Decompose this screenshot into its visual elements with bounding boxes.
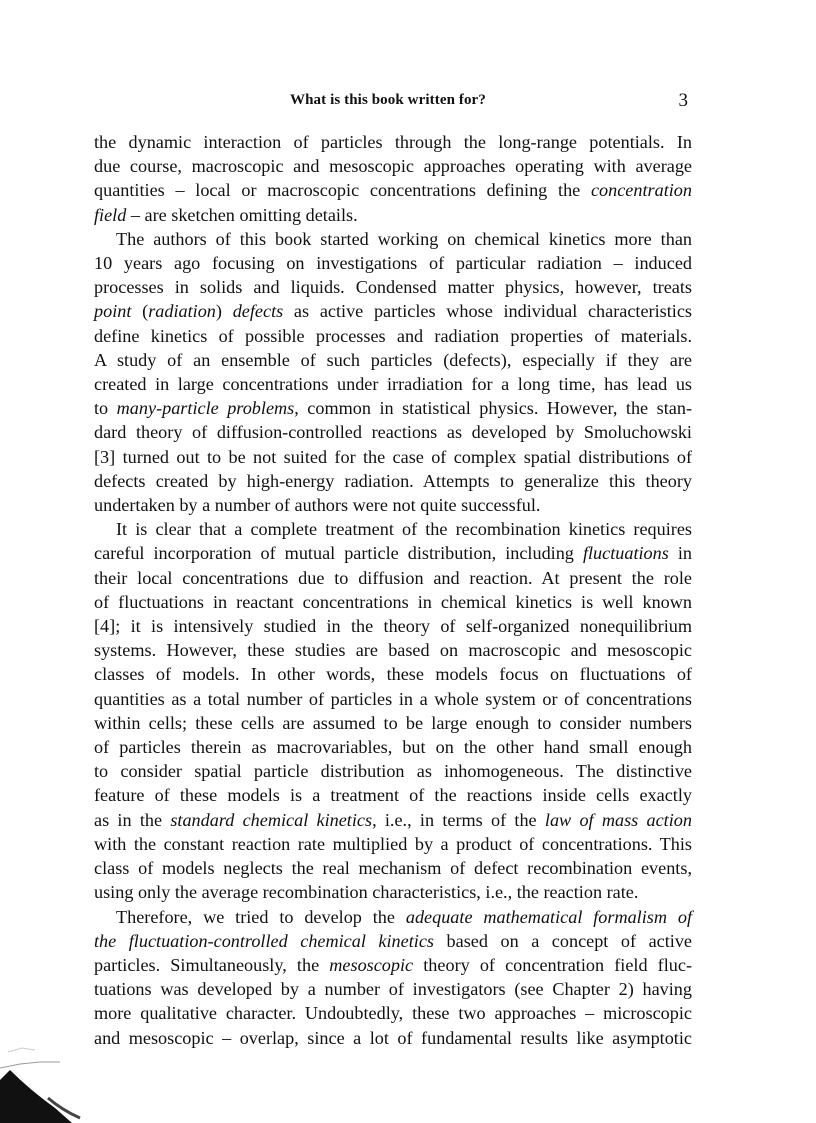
text-line [94,929,692,953]
paragraph [94,227,692,517]
text-span: their local concentrations due to diffusion and reaction. At present the role [94,567,692,588]
text-line [94,275,692,299]
text-line [94,324,692,348]
italic-span: concentration [590,180,692,201]
italic-span: radiation [148,301,216,322]
text-span: [3] turned out to be not suited for the case of complex spatial distributions of [94,446,692,467]
text-line [94,590,692,614]
text-line [94,227,692,251]
text-span: quantities as a total number of particles in a whole system or of concentrations [94,688,692,709]
text-span: in [668,543,692,564]
text-line [94,832,692,856]
text-line [94,517,692,541]
text-span: It is clear that a complete treatment of the recombination kinetics requires [116,519,692,540]
text-span: The authors of this book started working on chemical kinetics more than [116,228,692,249]
text-line [94,614,692,638]
text-span: systems. However, these studies are based on macroscopic and mesoscopic [94,640,692,661]
text-line [94,493,692,517]
page-number: 3 [678,90,688,111]
text-span: based on a concept of active [433,930,693,951]
paragraph [94,517,692,904]
text-span: ( [131,301,149,322]
text-span: – are sketchen omitting details. [126,204,358,225]
text-span: as active particles whose individual characteristics [283,301,692,322]
body-text [94,130,692,1050]
italic-span: many-particle problems [116,398,295,419]
text-span: due course, macroscopic and mesoscopic approaches operating with average [94,156,692,177]
text-line [94,541,692,565]
italic-span: defects [232,301,284,322]
text-line [94,662,692,686]
text-span: as in the [94,809,171,830]
text-span: defects created by high-energy radiation. Attempts to generalize this theory [94,470,692,491]
text-span: to consider spatial particle distribution as inhomogeneous. The distinctive [94,761,692,782]
text-span: theory of concentration field fluc- [413,954,692,975]
page-header [94,92,692,114]
text-line [94,445,692,469]
text-span: feature of these models is a treatment of the reactions inside cells exactly [94,785,692,806]
text-span: with the constant reaction rate multiplied by a product of concentrations. This [94,833,692,854]
text-span: define kinetics of possible processes and radiation properties of materials. [94,325,692,346]
text-span: processes in solids and liquids. Condensed matter physics, however, treats [94,277,692,298]
text-line [94,203,692,227]
text-span: and mesoscopic – overlap, since a lot of fundamental results like asymptotic [94,1027,692,1048]
text-span: , i.e., in terms of the [372,809,545,830]
text-span: particles. Simultaneously, the [94,954,330,975]
text-span: ) [215,301,233,322]
text-line [94,1001,692,1025]
text-span: the dynamic interaction of particles through the long-range potentials. In [94,132,692,152]
text-span: 10 years ago focusing on investigations of particular radiation – induced [94,253,692,274]
text-line [94,687,692,711]
text-line [94,638,692,662]
paragraph [94,130,692,227]
text-line [94,977,692,1001]
text-span: of fluctuations in reactant concentrations in chemical kinetics is well known [94,591,692,612]
text-span: class of models neglects the real mechanism of defect recombination events, [94,858,692,879]
text-line [94,420,692,444]
text-line [94,469,692,493]
text-line [94,1026,692,1050]
italic-span: fluctuations [582,543,669,564]
italic-span: mesoscopic [329,954,414,975]
paragraph [94,905,692,1050]
text-line [94,396,692,420]
italic-span: adequate mathematical formalism of [405,906,692,927]
text-line [94,856,692,880]
italic-span: law of mass action [544,809,692,830]
text-span: to [94,398,117,419]
scan-shadow-artifact [0,1040,100,1123]
text-span: undertaken by a number of authors were not quite successful. [94,495,541,516]
text-line [94,953,692,977]
text-line [94,372,692,396]
text-line [94,566,692,590]
text-line [94,711,692,735]
text-span: dard theory of diffusion-controlled reactions as developed by Smoluchowski [94,422,692,443]
italic-span: field [94,204,127,225]
text-span: of particles therein as macrovariables, but on the other hand small enough [94,737,692,758]
text-line [94,759,692,783]
text-span: tuations was developed by a number of investigators (see Chapter 2) having [94,979,692,1000]
text-span: created in large concentrations under irradiation for a long time, has lead us [94,374,692,395]
text-span: more qualitative character. Undoubtedly, these two approaches – microscopic [94,1003,692,1024]
text-span: classes of models. In other words, these models focus on fluctuations of [94,664,692,685]
text-line [94,348,692,372]
text-span: quantities – local or macroscopic concentrations defining the [94,180,591,201]
text-line [94,178,692,202]
text-span: Therefore, we tried to develop the [116,906,406,927]
text-span: using only the average recombination characteristics, i.e., the reaction rate. [94,882,639,903]
text-line [94,905,692,929]
text-line [94,735,692,759]
text-span: within cells; these cells are assumed to be large enough to consider numbers [94,712,692,733]
text-line [94,130,692,154]
text-span: , common in statistical physics. However, the stan- [294,398,692,419]
text-line [94,154,692,178]
text-span: A study of an ensemble of such particles (defects), especially if they are [94,349,692,370]
text-line [94,251,692,275]
running-title: What is this book written for? [290,92,486,108]
text-line [94,808,692,832]
text-line [94,299,692,323]
italic-span: standard chemical kinetics [170,809,373,830]
text-span: [4]; it is intensively studied in the theory of self-organized nonequilibrium [94,616,692,637]
text-line [94,880,692,904]
italic-span: point [94,301,132,322]
text-line [94,783,692,807]
text-span: careful incorporation of mutual particle distribution, including [94,543,583,564]
italic-span: the fluctuation-controlled chemical kinetics [94,930,434,951]
